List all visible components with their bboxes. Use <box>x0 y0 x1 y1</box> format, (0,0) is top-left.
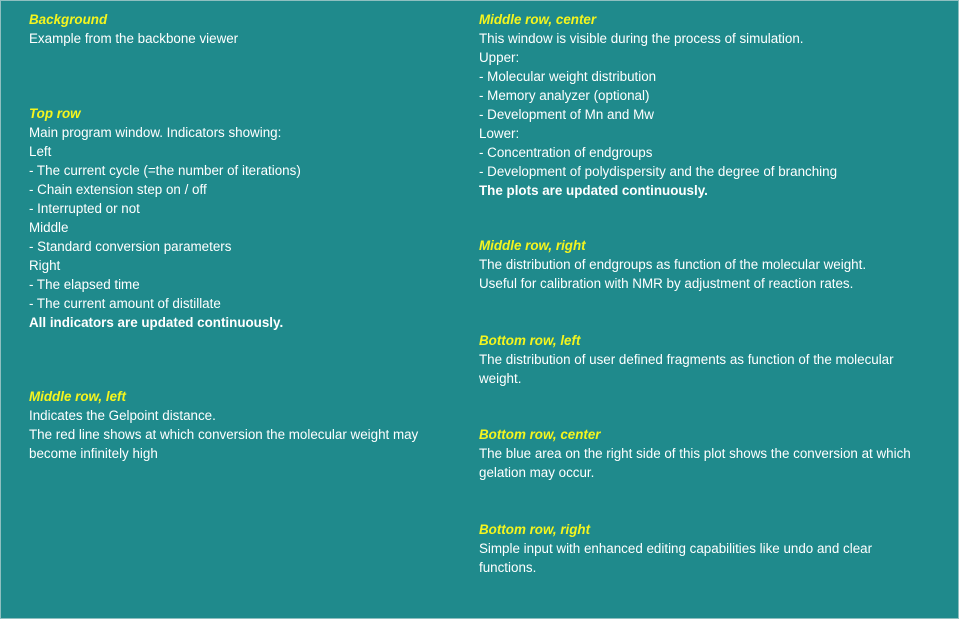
section-heading: Top row <box>29 106 81 121</box>
section-background <box>29 10 469 48</box>
section-line: Simple input with enhanced editing capabilities like undo and clear <box>479 541 873 556</box>
section-line: - Interrupted or not <box>29 201 140 216</box>
section-line: - Development of Mn and Mw <box>479 107 654 122</box>
section-line: Indicates the Gelpoint distance. <box>29 408 216 423</box>
section-heading: Bottom row, left <box>479 333 581 348</box>
section-line: - The elapsed time <box>29 277 140 292</box>
section-heading: Middle row, right <box>479 238 586 253</box>
section-line: become infinitely high <box>29 446 158 461</box>
section-middle-row-left <box>29 387 469 463</box>
section-line: Lower: <box>479 126 520 141</box>
section-line: - Standard conversion parameters <box>29 239 232 254</box>
section-line: - Development of polydispersity and the degree of branching <box>479 164 838 179</box>
section-line: Middle <box>29 220 69 235</box>
section-bottom-row-right <box>479 520 949 577</box>
section-line: - The current amount of distillate <box>29 296 221 311</box>
section-line: The distribution of endgroups as function of the molecular weight. <box>479 257 867 272</box>
section-line: Upper: <box>479 50 520 65</box>
section-line: Example from the backbone viewer <box>29 31 239 46</box>
section-line: Useful for calibration with NMR by adjustment of reaction rates. <box>479 276 854 291</box>
section-heading: Background <box>29 12 108 27</box>
section-line: Left <box>29 144 52 159</box>
section-line: Main program window. Indicators showing: <box>29 125 282 140</box>
section-line: functions. <box>479 560 537 575</box>
section-line: weight. <box>479 371 522 386</box>
section-emphasis: All indicators are updated continuously. <box>29 315 284 330</box>
section-top-row <box>29 104 469 332</box>
section-bottom-row-left <box>479 331 949 388</box>
section-line: This window is visible during the process of simulation. <box>479 31 804 46</box>
section-line: The red line shows at which conversion the molecular weight may <box>29 427 419 442</box>
section-line: Right <box>29 258 61 273</box>
section-line: - Concentration of endgroups <box>479 145 653 160</box>
section-emphasis: The plots are updated continuously. <box>479 183 708 198</box>
section-heading: Bottom row, center <box>479 427 601 442</box>
section-middle-row-right <box>479 236 949 293</box>
section-line: - Chain extension step on / off <box>29 182 207 197</box>
section-heading: Middle row, left <box>29 389 126 404</box>
section-line: - Memory analyzer (optional) <box>479 88 650 103</box>
section-line: gelation may occur. <box>479 465 595 480</box>
section-heading: Middle row, center <box>479 12 597 27</box>
section-line: - Molecular weight distribution <box>479 69 657 84</box>
section-line: The blue area on the right side of this plot shows the conversion at which <box>479 446 911 461</box>
section-bottom-row-center <box>479 425 949 482</box>
section-middle-row-center <box>479 10 949 200</box>
section-line: The distribution of user defined fragments as function of the molecular <box>479 352 894 367</box>
section-heading: Bottom row, right <box>479 522 591 537</box>
section-line: - The current cycle (=the number of iterations) <box>29 163 301 178</box>
